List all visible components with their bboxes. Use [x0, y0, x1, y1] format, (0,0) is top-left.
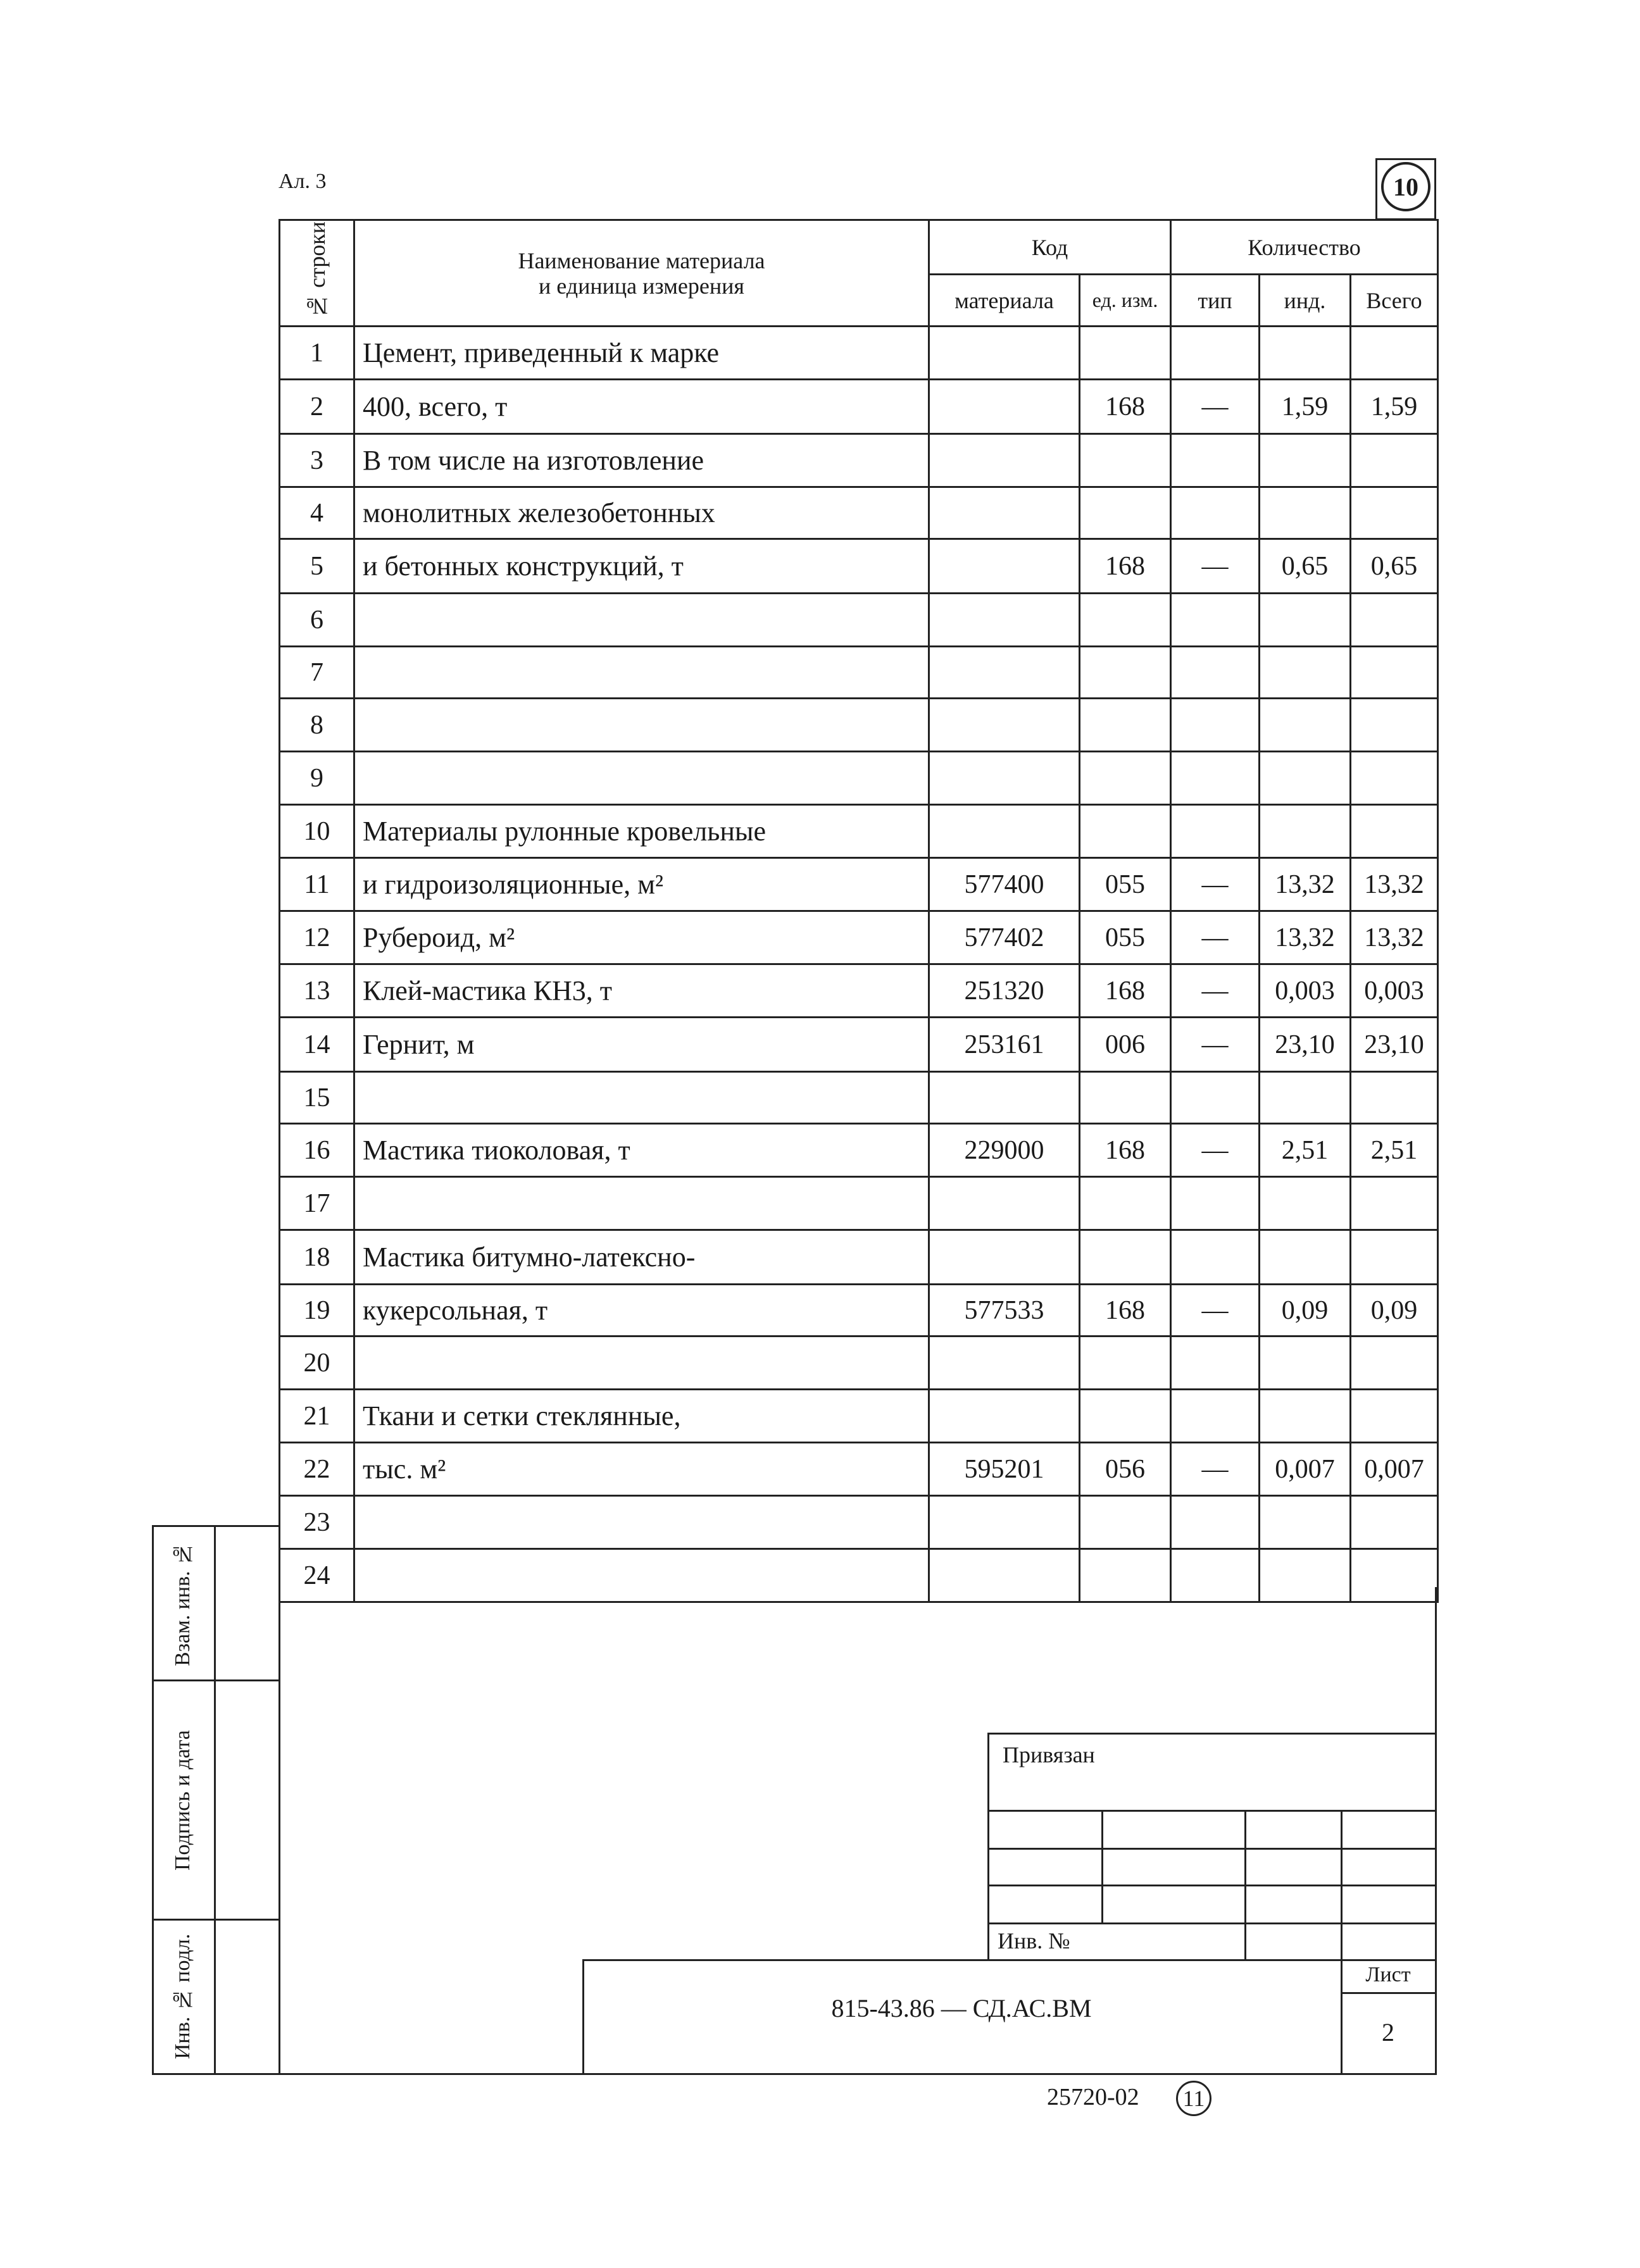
unit-code-cell [1080, 1549, 1171, 1602]
materials-table [279, 219, 1439, 1603]
row-number-cell: 5 [280, 539, 354, 594]
table-row [280, 964, 1438, 1018]
table-row [280, 1336, 1438, 1390]
qty-total-cell: 13,32 [1351, 911, 1438, 964]
table-row [280, 647, 1438, 699]
table-row [280, 1230, 1438, 1285]
material-code-cell: 577400 [929, 858, 1080, 911]
qty-type-cell: — [1171, 1285, 1260, 1336]
material-name-cell [354, 1496, 929, 1549]
row-number-cell: 13 [280, 964, 354, 1018]
sheet-tag: Ал. 3 [279, 170, 327, 193]
qty-type-cell [1171, 1496, 1260, 1549]
row-number-cell: 11 [280, 858, 354, 911]
qty-total-cell [1351, 1177, 1438, 1230]
material-code-cell [929, 1549, 1080, 1602]
material-name-cell: В том числе на изготовление [354, 434, 929, 487]
unit-code-cell: 168 [1080, 380, 1171, 434]
qty-total-cell [1351, 594, 1438, 647]
material-code-cell: 577402 [929, 911, 1080, 964]
row-number-cell: 1 [280, 327, 354, 380]
material-name-cell: Мастика тиоколовая, т [354, 1124, 929, 1177]
qty-total-cell [1351, 1336, 1438, 1390]
material-name-cell [354, 1336, 929, 1390]
header-row-number-text: № строки [304, 221, 330, 319]
table-row [280, 1549, 1438, 1602]
material-code-cell [929, 594, 1080, 647]
side-line-top [152, 1525, 279, 1527]
unit-code-cell [1080, 1230, 1171, 1285]
table-row [280, 1285, 1438, 1336]
row-number-cell: 17 [280, 1177, 354, 1230]
table-row [280, 539, 1438, 594]
table-row [280, 1124, 1438, 1177]
row-number-cell: 16 [280, 1124, 354, 1177]
header-row-number [280, 220, 354, 327]
qty-total-cell: 23,10 [1351, 1018, 1438, 1072]
material-name-cell: и гидроизоляционные, м² [354, 858, 929, 911]
qty-ind-cell: 2,51 [1260, 1124, 1351, 1177]
row-number-cell: 8 [280, 699, 354, 752]
stamp-privyazan: Привязан [1003, 1742, 1095, 1767]
stamp-grid-h4 [987, 1922, 1436, 1924]
qty-ind-cell [1260, 1496, 1351, 1549]
table-row [280, 752, 1438, 805]
qty-total-cell [1351, 434, 1438, 487]
qty-total-cell [1351, 1072, 1438, 1124]
material-name-cell: Материалы рулонные кровельные [354, 805, 929, 858]
row-number-cell: 4 [280, 487, 354, 539]
material-code-cell [929, 1496, 1080, 1549]
qty-ind-cell: 23,10 [1260, 1018, 1351, 1072]
qty-total-cell [1351, 699, 1438, 752]
frame-line-left [279, 1587, 280, 2074]
header-qty-group: Количество [1171, 220, 1438, 275]
stamp-grid-v2 [1244, 1810, 1246, 1960]
qty-type-cell [1171, 434, 1260, 487]
qty-type-cell [1171, 1230, 1260, 1285]
qty-ind-cell [1260, 1072, 1351, 1124]
table-row [280, 1018, 1438, 1072]
side-line-1 [152, 1679, 279, 1681]
qty-type-cell: — [1171, 539, 1260, 594]
material-name-cell: 400, всего, т [354, 380, 929, 434]
header-qty-total: Всего [1351, 275, 1438, 327]
qty-ind-cell [1260, 1336, 1351, 1390]
unit-code-cell [1080, 647, 1171, 699]
order-number: 25720-02 [1047, 2084, 1139, 2110]
label-inv-podl: Инв. № подл. [171, 1933, 194, 2060]
qty-ind-cell [1260, 327, 1351, 380]
unit-code-cell [1080, 752, 1171, 805]
material-code-cell [929, 1390, 1080, 1443]
qty-type-cell [1171, 752, 1260, 805]
frame-line-bottom [279, 2073, 1437, 2075]
qty-type-cell [1171, 487, 1260, 539]
unit-code-cell [1080, 1496, 1171, 1549]
material-name-cell: Рубероид, м² [354, 911, 929, 964]
table-row [280, 1496, 1438, 1549]
table-row [280, 699, 1438, 752]
title-line-top [582, 1959, 1437, 1961]
unit-code-cell [1080, 487, 1171, 539]
material-code-cell: 253161 [929, 1018, 1080, 1072]
material-name-cell [354, 699, 929, 752]
qty-ind-cell [1260, 487, 1351, 539]
material-code-cell [929, 752, 1080, 805]
qty-total-cell [1351, 805, 1438, 858]
qty-total-cell: 0,003 [1351, 964, 1438, 1018]
material-name-cell: Клей-мастика КН3, т [354, 964, 929, 1018]
unit-code-cell [1080, 1336, 1171, 1390]
qty-total-cell [1351, 1496, 1438, 1549]
unit-code-cell [1080, 699, 1171, 752]
unit-code-cell: 055 [1080, 858, 1171, 911]
material-code-cell [929, 380, 1080, 434]
qty-type-cell: — [1171, 1124, 1260, 1177]
unit-code-cell: 168 [1080, 964, 1171, 1018]
unit-code-cell [1080, 1390, 1171, 1443]
qty-type-cell: — [1171, 1018, 1260, 1072]
qty-type-cell [1171, 327, 1260, 380]
qty-total-cell [1351, 647, 1438, 699]
qty-ind-cell [1260, 805, 1351, 858]
material-code-cell [929, 1177, 1080, 1230]
unit-code-cell: 168 [1080, 1124, 1171, 1177]
unit-code-cell [1080, 594, 1171, 647]
stamp-grid-h2 [987, 1848, 1436, 1850]
qty-ind-cell [1260, 434, 1351, 487]
qty-type-cell [1171, 594, 1260, 647]
qty-ind-cell: 0,007 [1260, 1443, 1351, 1496]
material-name-cell: Ткани и сетки стеклянные, [354, 1390, 929, 1443]
row-number-cell: 3 [280, 434, 354, 487]
qty-total-cell [1351, 487, 1438, 539]
side-line-bottom [152, 2073, 279, 2075]
unit-code-cell [1080, 1177, 1171, 1230]
qty-ind-cell: 0,09 [1260, 1285, 1351, 1336]
table-row [280, 805, 1438, 858]
materials-table-body [280, 327, 1438, 1602]
material-code-cell [929, 647, 1080, 699]
row-number-cell: 21 [280, 1390, 354, 1443]
qty-type-cell [1171, 699, 1260, 752]
material-name-cell: и бетонных конструкций, т [354, 539, 929, 594]
qty-type-cell [1171, 1177, 1260, 1230]
stamp-grid-h3 [987, 1885, 1436, 1886]
qty-type-cell: — [1171, 1443, 1260, 1496]
side-line-outer [152, 1525, 154, 2074]
row-number-cell: 9 [280, 752, 354, 805]
stamp-grid-v1 [1101, 1810, 1103, 1922]
qty-type-cell [1171, 1549, 1260, 1602]
qty-ind-cell [1260, 647, 1351, 699]
table-row [280, 327, 1438, 380]
qty-total-cell [1351, 1549, 1438, 1602]
row-number-cell: 10 [280, 805, 354, 858]
unit-code-cell [1080, 1072, 1171, 1124]
footer-circle-number: 11 [1176, 2081, 1211, 2116]
table-row [280, 1072, 1438, 1124]
material-code-cell: 595201 [929, 1443, 1080, 1496]
qty-ind-cell [1260, 1177, 1351, 1230]
row-number-cell: 6 [280, 594, 354, 647]
qty-total-cell [1351, 327, 1438, 380]
material-name-cell: кукерсольная, т [354, 1285, 929, 1336]
stamp-line-top [987, 1733, 1436, 1735]
qty-ind-cell: 0,003 [1260, 964, 1351, 1018]
unit-code-cell: 168 [1080, 1285, 1171, 1336]
material-code-cell: 251320 [929, 964, 1080, 1018]
qty-total-cell [1351, 752, 1438, 805]
unit-code-cell: 056 [1080, 1443, 1171, 1496]
header-qty-ind: инд. [1260, 275, 1351, 327]
table-row [280, 911, 1438, 964]
header-code-material: материала [929, 275, 1080, 327]
qty-ind-cell: 13,32 [1260, 858, 1351, 911]
table-row [280, 1177, 1438, 1230]
frame-line-right [1435, 1587, 1437, 2074]
material-code-cell [929, 699, 1080, 752]
side-line-inner [214, 1525, 216, 2074]
row-number-cell: 12 [280, 911, 354, 964]
qty-ind-cell: 13,32 [1260, 911, 1351, 964]
qty-ind-cell [1260, 1230, 1351, 1285]
qty-total-cell: 2,51 [1351, 1124, 1438, 1177]
material-name-cell [354, 647, 929, 699]
qty-type-cell [1171, 647, 1260, 699]
header-code-unit: ед. изм. [1080, 275, 1171, 327]
sheet-number-circle: 10 [1381, 162, 1430, 211]
qty-total-cell: 0,007 [1351, 1443, 1438, 1496]
material-code-cell: 229000 [929, 1124, 1080, 1177]
row-number-cell: 22 [280, 1443, 354, 1496]
qty-type-cell [1171, 1072, 1260, 1124]
table-row [280, 1390, 1438, 1443]
material-name-cell [354, 1549, 929, 1602]
label-sign-date: Подпись и дата [171, 1730, 194, 1871]
table-row [280, 858, 1438, 911]
row-number-cell: 14 [280, 1018, 354, 1072]
qty-ind-cell [1260, 699, 1351, 752]
material-name-cell [354, 1072, 929, 1124]
row-number-cell: 15 [280, 1072, 354, 1124]
table-row [280, 487, 1438, 539]
qty-total-cell: 13,32 [1351, 858, 1438, 911]
qty-total-cell: 1,59 [1351, 380, 1438, 434]
material-code-cell [929, 487, 1080, 539]
qty-ind-cell [1260, 752, 1351, 805]
header-name-line1: Наименование материала [518, 247, 765, 273]
unit-code-cell: 006 [1080, 1018, 1171, 1072]
material-code-cell [929, 1072, 1080, 1124]
material-name-cell [354, 1177, 929, 1230]
unit-code-cell: 168 [1080, 539, 1171, 594]
qty-type-cell: — [1171, 380, 1260, 434]
material-name-cell: монолитных железобетонных [354, 487, 929, 539]
qty-ind-cell: 1,59 [1260, 380, 1351, 434]
row-number-cell: 23 [280, 1496, 354, 1549]
materials-table-wrap [279, 219, 1437, 1603]
unit-code-cell: 055 [1080, 911, 1171, 964]
unit-code-cell [1080, 327, 1171, 380]
material-code-cell [929, 1336, 1080, 1390]
material-name-cell [354, 752, 929, 805]
qty-type-cell: — [1171, 911, 1260, 964]
unit-code-cell [1080, 805, 1171, 858]
row-number-cell: 7 [280, 647, 354, 699]
header-code-group: Код [929, 220, 1171, 275]
qty-type-cell: — [1171, 858, 1260, 911]
label-vzam-inv: Взам. инв. № [171, 1542, 194, 1667]
qty-type-cell [1171, 1390, 1260, 1443]
qty-ind-cell [1260, 1549, 1351, 1602]
stamp-grid-v3 [1341, 1810, 1343, 1960]
stamp-line-left [987, 1733, 989, 1960]
material-code-cell: 577533 [929, 1285, 1080, 1336]
row-number-cell: 2 [280, 380, 354, 434]
qty-type-cell [1171, 1336, 1260, 1390]
doc-code: 815-43.86 — СД.АС.ВМ [831, 1994, 1092, 2022]
unit-code-cell [1080, 434, 1171, 487]
qty-total-cell: 0,09 [1351, 1285, 1438, 1336]
qty-total-cell [1351, 1390, 1438, 1443]
material-name-cell: Гернит, м [354, 1018, 929, 1072]
material-code-cell [929, 539, 1080, 594]
row-number-cell: 18 [280, 1230, 354, 1285]
qty-ind-cell: 0,65 [1260, 539, 1351, 594]
qty-type-cell [1171, 805, 1260, 858]
header-name-line2: и единица измерения [539, 273, 744, 299]
material-name-cell: Мастика битумно-латексно- [354, 1230, 929, 1285]
qty-total-cell: 0,65 [1351, 539, 1438, 594]
row-number-cell: 19 [280, 1285, 354, 1336]
row-number-cell: 20 [280, 1336, 354, 1390]
qty-total-cell [1351, 1230, 1438, 1285]
material-code-cell [929, 1230, 1080, 1285]
table-row [280, 434, 1438, 487]
material-name-cell: Цемент, приведенный к марке [354, 327, 929, 380]
side-line-2 [152, 1919, 279, 1921]
title-line-sheet-h [1341, 1992, 1436, 1994]
header-name [354, 220, 929, 327]
sheet-label: Лист [1365, 1963, 1411, 1986]
stamp-inv-no: Инв. № [998, 1928, 1070, 1953]
table-row [280, 594, 1438, 647]
qty-ind-cell [1260, 1390, 1351, 1443]
row-number-cell: 24 [280, 1549, 354, 1602]
material-name-cell [354, 594, 929, 647]
table-row [280, 1443, 1438, 1496]
table-row [280, 380, 1438, 434]
sheet-number: 2 [1382, 2018, 1394, 2047]
material-code-cell [929, 805, 1080, 858]
material-code-cell [929, 327, 1080, 380]
qty-ind-cell [1260, 594, 1351, 647]
material-name-cell: тыс. м² [354, 1443, 929, 1496]
material-code-cell [929, 434, 1080, 487]
stamp-grid-h1 [987, 1810, 1436, 1812]
qty-type-cell: — [1171, 964, 1260, 1018]
header-qty-type: тип [1171, 275, 1260, 327]
